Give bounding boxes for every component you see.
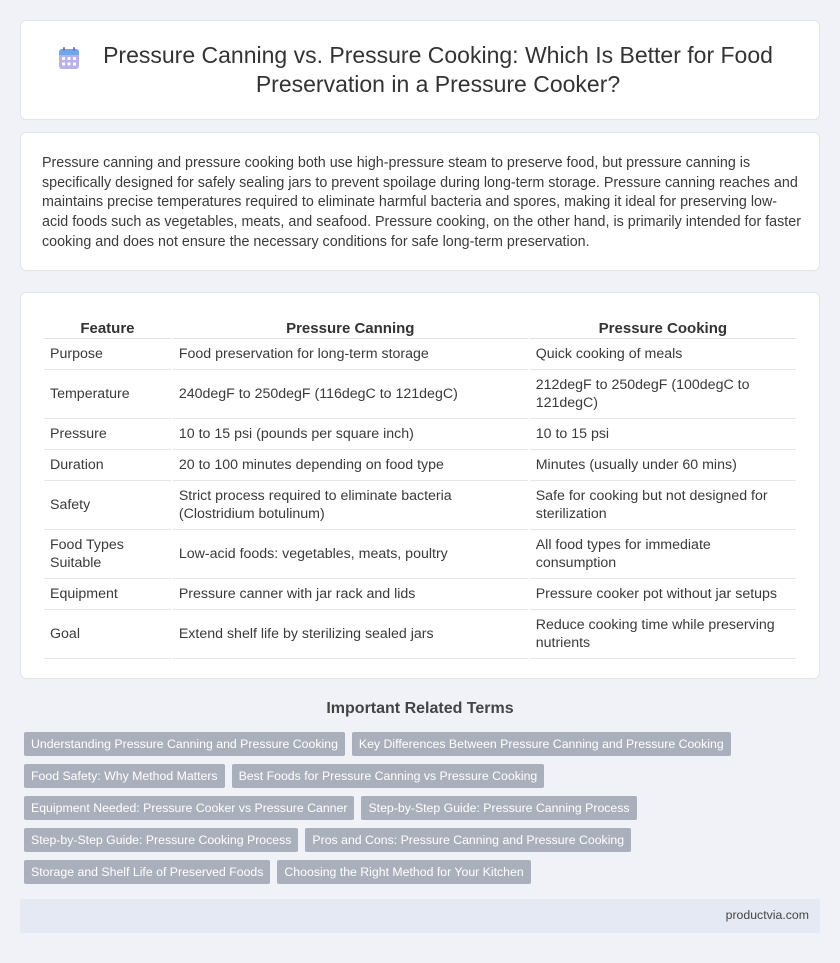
feature-cell: Food Types Suitable (44, 530, 171, 579)
table-row (44, 530, 796, 579)
feature-cell: Purpose (44, 339, 171, 370)
related-term-link[interactable]: Step-by-Step Guide: Pressure Cooking Process (24, 828, 298, 852)
feature-cell: Safety (44, 481, 171, 530)
cooking-cell: Reduce cooking time while preserving nutrients (530, 610, 796, 659)
comparison-table (42, 315, 798, 659)
table-header-row (44, 315, 796, 339)
related-term-link[interactable]: Food Safety: Why Method Matters (24, 764, 225, 788)
cooking-cell: Minutes (usually under 60 mins) (530, 450, 796, 481)
canning-cell: Food preservation for long-term storage (173, 339, 528, 370)
cooking-cell: Pressure cooker pot without jar setups (530, 579, 796, 610)
footer (20, 899, 820, 933)
cooking-cell: All food types for immediate consumption (530, 530, 796, 579)
canning-cell: Extend shelf life by sterilizing sealed jars (173, 610, 528, 659)
table-row (44, 370, 796, 419)
related-term-link[interactable]: Choosing the Right Method for Your Kitchen (277, 860, 530, 884)
comparison-card (20, 292, 820, 679)
related-term-link[interactable]: Key Differences Between Pressure Canning and Pressure Cooking (352, 732, 731, 756)
header-pressure-cooking: Pressure Cooking (530, 315, 796, 339)
feature-cell: Equipment (44, 579, 171, 610)
intro-paragraph: Pressure canning and pressure cooking both use high-pressure steam to preserve food, but pressure canning is specifically designed for safely sealing jars to prevent spoilage during long-term storage. Pressure canning reaches and maintains precise temperatures required to eliminate harmful bacteria and spores, making it ideal for preserving low-acid foods such as vegetables, meats, and seafood. Pressure cooking, on the other hand, is primarily intended for faster cooking and does not ensure the necessary conditions for safe long-term preservation. (42, 155, 801, 250)
feature-cell: Duration (44, 450, 171, 481)
tag-row (24, 860, 824, 884)
tag-row (24, 796, 824, 820)
cooking-cell: 212degF to 250degF (100degC to 121degC) (530, 370, 796, 419)
table-row (44, 419, 796, 450)
header-pressure-canning: Pressure Canning (173, 315, 528, 339)
cooking-cell: Safe for cooking but not designed for sterilization (530, 481, 796, 530)
tag-row (24, 828, 824, 852)
table-row (44, 579, 796, 610)
canning-cell: 10 to 15 psi (pounds per square inch) (173, 419, 528, 450)
cooking-cell: 10 to 15 psi (530, 419, 796, 450)
related-term-link[interactable]: Storage and Shelf Life of Preserved Foods (24, 860, 270, 884)
canning-cell: Pressure canner with jar rack and lids (173, 579, 528, 610)
table-row (44, 610, 796, 659)
related-term-link[interactable]: Step-by-Step Guide: Pressure Canning Process (361, 796, 636, 820)
canning-cell: 20 to 100 minutes depending on food type (173, 450, 528, 481)
feature-cell: Goal (44, 610, 171, 659)
table-row (44, 450, 796, 481)
title-card (20, 20, 820, 120)
canning-cell: 240degF to 250degF (116degC to 121degC) (173, 370, 528, 419)
feature-cell: Temperature (44, 370, 171, 419)
footer-site-name: productvia.com (725, 908, 809, 922)
related-term-link[interactable]: Pros and Cons: Pressure Canning and Pressure Cooking (305, 828, 631, 852)
related-terms-list (24, 732, 824, 892)
canning-cell: Low-acid foods: vegetables, meats, poultry (173, 530, 528, 579)
related-term-link[interactable]: Equipment Needed: Pressure Cooker vs Pressure Canner (24, 796, 354, 820)
header-feature: Feature (44, 315, 171, 339)
canning-cell: Strict process required to eliminate bacteria (Clostridium botulinum) (173, 481, 528, 530)
related-term-link[interactable]: Best Foods for Pressure Canning vs Pressure Cooking (232, 764, 545, 788)
table-row (44, 481, 796, 530)
cooking-cell: Quick cooking of meals (530, 339, 796, 370)
tag-row (24, 732, 824, 756)
intro-card (20, 132, 820, 271)
tag-row (24, 764, 824, 788)
feature-cell: Pressure (44, 419, 171, 450)
page-title: Pressure Canning vs. Pressure Cooking: Which Is Better for Food Preservation in a Pressure Cooker? (103, 42, 773, 97)
related-terms-heading: Important Related Terms (326, 700, 514, 717)
table-row (44, 339, 796, 370)
related-term-link[interactable]: Understanding Pressure Canning and Pressure Cooking (24, 732, 345, 756)
